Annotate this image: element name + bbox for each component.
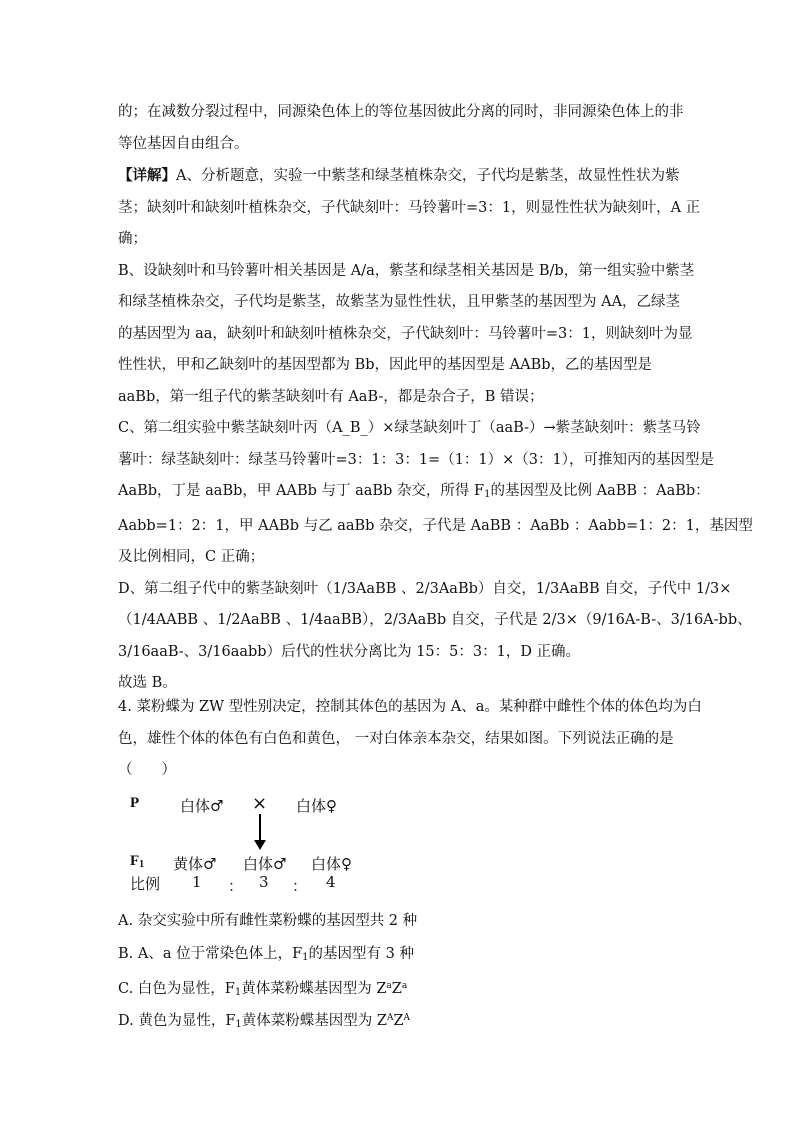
detail-line: 【详解】A、分析题意，实验一中紫茎和绿茎植株杂交，子代均是紫茎，故显性性状为紫 [118,167,680,184]
text-line: B、设缺刻叶和马铃薯叶相关基因是 A/a，紫茎和绿茎相关基因是 B/b，第一组实验中紫茎 [118,262,695,279]
text-line: Aabb=1：2：1，甲 AABb 与乙 aaBb 杂交，子代是 AaBB ：AaBb ：Aabb=1：2：1，基因型 [118,517,753,534]
text-line: 的基因型为 aa，缺刻叶和缺刻叶植株杂交，子代缺刻叶：马铃薯叶=3：1，则缺刻叶为显 [118,325,693,342]
f1-label: $F_1$ [130,853,145,870]
question-text [118,692,702,787]
answer-line: 故选 B。 [118,675,177,691]
question-line: 4. 菜粉蝶为 ZW 型性别决定，控制其体色的基因为 A、a。某种群中雌性个体的体色均为白 [118,699,702,715]
text-line: 性性状，甲和乙缺刻叶的基因型都为 Bb，因此甲的基因型是 AABb，乙的基因型是 [118,357,653,373]
option-b[interactable]: B. A、a 位于常染色体上，$F_1$的基因型有 3 种 [118,946,414,963]
f1-white-female: 白体♀ [311,855,352,873]
f1-white-male: 白体♂ [243,855,287,873]
p-female: 白体♀ [296,797,337,815]
p-label: P [130,795,140,811]
text-line: 及比例相同，C 正确； [118,549,265,565]
text-line: 等位基因自由组合。 [118,135,249,152]
ratio-colon: ： [228,877,244,895]
question-line: 色，雄性个体的体色有白色和黄色， 一对白体亲本杂交，结果如图。下列说法正确的是 [118,730,674,747]
text-line: 的；在减数分裂过程中，同源染色体上的等位基因彼此分离的同时，非同源染色体上的非 [118,104,684,120]
explanation-text [118,97,753,700]
text-line: C、第二组实验中紫茎缺刻叶丙（A_B_）×绿茎缺刻叶丁（aaB-）→紫茎缺刻叶：紫茎马铃 [118,420,701,436]
detail-tag: 【详解】 [118,167,176,184]
text-line: AaBb，丁是 aaBb，甲 AABb 与丁 aaBb 杂交，所得 $F_1$的基因型及比例 AaBB ：AaBb： [118,483,710,500]
text-line: 和绿茎植株杂交，子代均是紫茎，故紫茎为显性性状，且甲紫茎的基因型为 AA，乙绿茎 [118,294,681,310]
question-line: （ ） [118,762,176,778]
f1-yellow-male: 黄体♂ [173,855,217,873]
down-arrow-icon [250,812,270,852]
ratio-value: 1 [192,873,202,891]
ratio-label: 比例 [130,875,161,893]
ratio-colon: ： [292,877,308,895]
text-line: 确； [118,231,147,247]
option-d[interactable]: D. 黄色为显性，$F_1$黄体菜粉蝶基因型为 $Z^AZ^A$ [118,1013,411,1030]
text-line: 薯叶：绿茎缺刻叶：绿茎马铃薯叶=3：1：3：1=（1：1）×（3：1），可推知丙的基因型是 [118,451,714,468]
text-line: 3/16aaB-、3/16aabb）后代的性状分离比为 15：5：3：1，D 正确。 [118,643,581,660]
text-line: （1/4AABB 、1/2AaBB 、1/4aaBB），2/3AaBb 自交，子代是 2/3×（9/16A-B-、3/16A-bb、 [118,612,752,628]
ratio-value: 4 [326,873,336,891]
p-male: 白体♂ [180,797,224,815]
cross-symbol: × [252,793,268,814]
text-line: 茎；缺刻叶和缺刻叶植株杂交，子代缺刻叶：马铃薯叶=3：1，则显性性状为缺刻叶，A 正 [118,199,701,216]
text-line: aaBb，第一组子代的紫茎缺刻叶有 AaB-，都是杂合子，B 错误； [118,388,544,405]
option-c[interactable]: C. 白色为显性，$F_1$黄体菜粉蝶基因型为 $Z^aZ^a$ [118,981,408,998]
ratio-value: 3 [259,873,269,891]
option-a[interactable]: A. 杂交实验中所有雌性菜粉蝶的基因型共 2 种 [118,913,418,929]
text-line: D、第二组子代中的紫茎缺刻叶（1/3AaBB 、2/3AaBb）自交，1/3AaBB 自交，子代中 1/3× [118,580,732,597]
